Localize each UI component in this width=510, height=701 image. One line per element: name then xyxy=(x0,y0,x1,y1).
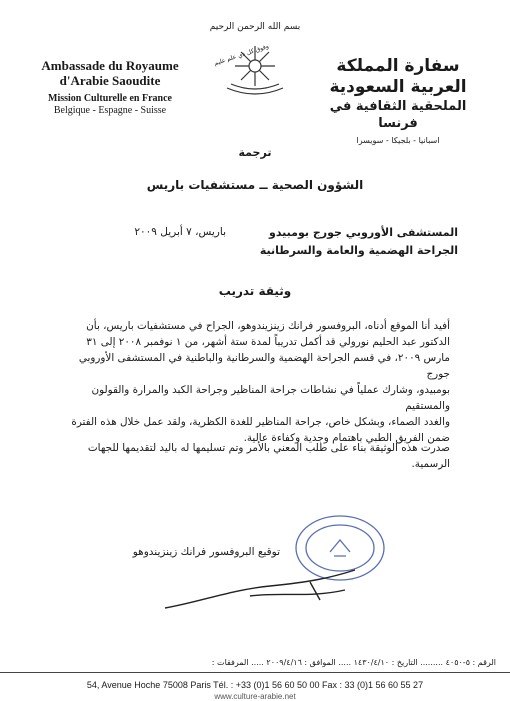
body-line: أفيد أنا الموقع أدناه، البروفسور فرانك زينزيندوهو، الجراح في مستشفيات باريس، بأن xyxy=(86,320,450,332)
basmala: بسم الله الرحمن الرحيم xyxy=(209,22,301,32)
arabic-letterhead xyxy=(308,56,488,145)
mission-countries: Belgique - Espagne - Suisse xyxy=(53,105,167,116)
motto: وفوق كل ذي علم عليم xyxy=(213,42,270,68)
recipient-block xyxy=(228,224,458,260)
letter-date: باريس، ٧ أبريل ٢٠٠٩ xyxy=(134,226,226,238)
footer-address: 54, Avenue Hoche 75008 Paris Tél. : +33 (0)1 56 60 50 00 Fax : 33 (0)1 56 60 55 27 xyxy=(86,680,424,690)
ref-value: ٥-٤٠٥٠ xyxy=(445,658,470,667)
closing-paragraph xyxy=(62,440,450,472)
hospital-department: الجراحة الهضمية والعامة والسرطانية xyxy=(259,244,458,257)
footer-divider xyxy=(0,672,510,673)
ref-corr-label: الموافق : xyxy=(304,658,336,667)
body-line: ضمن الفريق الطبي باهتمام وجدية وكفاءة عالية. xyxy=(243,432,450,444)
hospital-name: المستشفى الأوروبي جورج بومبيدو xyxy=(268,226,458,239)
handwritten-signature-icon xyxy=(160,560,360,620)
arabic-mission-title: الملحقية الثقافية في فرنسا xyxy=(329,99,467,131)
body-line: والغدد الصماء، وبشكل خاص، جراحة المناظير للغدة الكظرية، ولقد عمل خلال هذه الفترة xyxy=(71,416,450,428)
closing-line: صدرت هذه الوثيقة بناء على طلب المعني بالأمر وتم تسليمها له باليد لتقديمها للجهات xyxy=(87,442,450,454)
document-title: وثيقة تدريب xyxy=(218,284,292,298)
attachments-label: المرفقات : xyxy=(211,658,249,667)
ref-label: الرقم : xyxy=(472,658,496,667)
body-line: مارس ٢٠٠٩، في قسم الجراحة الهضمية والسرطانية والباطنية في المستشفى الأوروبي جورج xyxy=(78,352,450,380)
reference-line: الرقم : ٥-٤٠٥٠ ......... التاريخ : ١٤٣٠/٤/١٠ ..... الموافق : ٢٠٠٩/٤/١٦ ..... المرفقات : xyxy=(211,658,496,667)
arabic-countries: اسبانيا - بلجيكا - سويسرا xyxy=(356,136,440,145)
ref-date-value: ١٤٣٠/٤/١٠ xyxy=(353,658,390,667)
embassy-title-line1: Ambassade du Royaume xyxy=(41,58,179,73)
ref-date-label: التاريخ : xyxy=(391,658,418,667)
document-body xyxy=(62,318,450,446)
saudi-emblem-icon xyxy=(217,38,293,98)
translation-label: ترجمة xyxy=(238,146,272,159)
body-line: الدكتور عبد الحليم نورولي قد أكمل تدريباً لمدة ستة أشهر، من ١ نوفمبر ٢٠٠٨ إلى ٣١ xyxy=(86,336,450,348)
closing-line: الرسمية. xyxy=(411,458,450,470)
mission-title: Mission Culturelle en France xyxy=(48,93,172,104)
ref-corr-value: ٢٠٠٩/٤/١٦ xyxy=(266,658,302,667)
body-line: بومبيدو، وشارك عملياً في نشاطات جراحة المناظير وجراحة الكبد والمرارة والقولون والمستقيم xyxy=(91,384,450,412)
french-letterhead xyxy=(20,58,200,117)
embassy-title-line2: d'Arabie Saoudite xyxy=(59,73,161,88)
footer-website: www.culture-arabie.net xyxy=(214,692,296,701)
arabic-embassy-title: سفارة المملكة العربية السعودية xyxy=(329,56,467,97)
department-heading: الشؤون الصحية ــ مستشفيات باريس xyxy=(146,178,364,192)
signature-label: توقيع البروفسور فرانك زينزيندوهو xyxy=(132,546,280,558)
